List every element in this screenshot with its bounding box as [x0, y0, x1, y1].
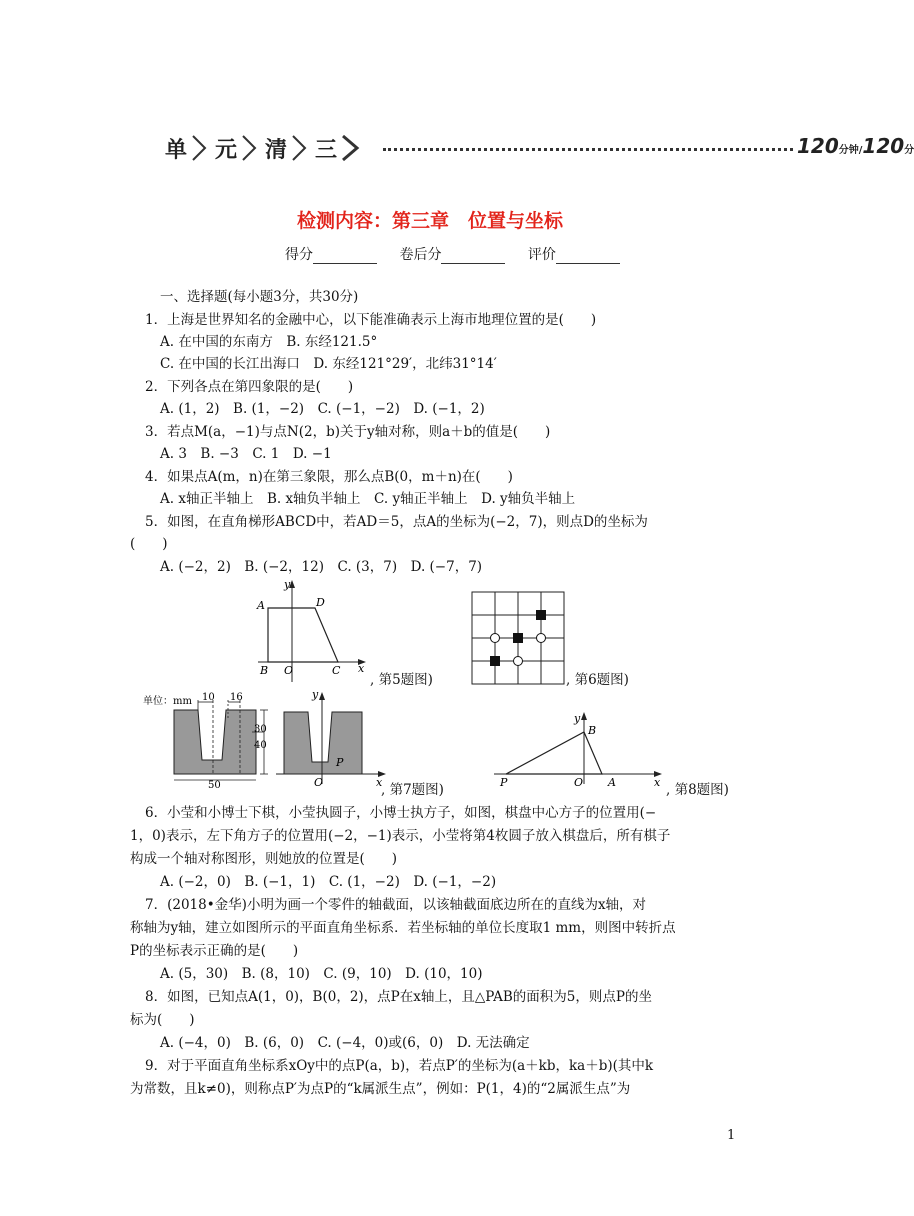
label-C: C — [332, 664, 341, 677]
paper-score-label: 卷后分 — [399, 247, 442, 263]
square-piece — [536, 610, 546, 620]
q4-options: A. x轴正半轴上 B. x轴负半轴上 C. y轴正半轴上 D. y轴负半轴上 — [160, 491, 576, 507]
question-6-cont-2: 构成一个轴对称图形，则她放的位置是( ) — [130, 851, 398, 867]
question-5: 5．如图，在直角梯形ABCD中，若AD＝5，点A的坐标为(−2，7)，则点D的坐标为 — [145, 514, 648, 530]
figure-6-caption: , 第6题图) — [566, 672, 629, 688]
banner-char-2: 元 — [215, 137, 238, 163]
question-9-cont: 为常数，且k≠0)，则称点P′为点P的“k属派生点”，例如：P(1，4)的“2属派生点”为 — [130, 1081, 631, 1097]
chevron-icon — [289, 134, 309, 162]
chevron-icon — [239, 134, 259, 162]
dotted-divider — [383, 148, 793, 151]
question-4: 4．如果点A(m，n)在第三象限，那么点B(0，m＋n)在( ) — [145, 469, 513, 485]
label-A: A — [257, 599, 265, 612]
label-P: P — [500, 776, 508, 789]
dim-40: 40 — [254, 740, 267, 751]
axis-x-label: x — [358, 662, 365, 675]
dim-50: 50 — [208, 780, 221, 791]
time-unit: 分钟/ — [838, 145, 863, 156]
unit-label: 单位：mm — [143, 696, 192, 707]
axis-y-label: y — [312, 688, 319, 701]
label-O: O — [314, 776, 324, 789]
label-B: B — [260, 664, 269, 677]
paper-score-blank[interactable] — [441, 249, 505, 264]
unit-banner — [165, 130, 914, 166]
q2-options: A. (1，2) B. (1，−2) C. (−1，−2) D. (−1，2) — [160, 401, 485, 417]
section-heading: 一、选择题(每小题3分，共30分) — [160, 289, 359, 305]
round-piece — [514, 657, 523, 666]
axis-y-label: y — [284, 578, 291, 591]
score-unit: 分 — [904, 145, 914, 156]
dim-10: 10 — [202, 692, 215, 703]
figure-6-chessboard — [470, 590, 566, 686]
figure-7-part-section — [140, 688, 390, 791]
label-A: A — [608, 776, 616, 789]
figure-7-caption: , 第7题图) — [381, 782, 444, 798]
chevron-icon — [189, 134, 209, 162]
square-piece — [513, 633, 523, 643]
label-O: O — [574, 776, 584, 789]
question-8-cont: 标为( ) — [130, 1012, 195, 1028]
question-2: 2．下列各点在第四象限的是( ) — [145, 379, 354, 395]
square-piece — [490, 656, 500, 666]
label-D: D — [316, 596, 325, 609]
question-6: 6．小莹和小博士下棋，小莹执圆子，小博士执方子，如图，棋盘中心方子的位置用(− — [145, 805, 657, 821]
question-5-cont: ( ) — [130, 536, 168, 552]
question-3: 3．若点M(a，−1)与点N(2，b)关于y轴对称，则a＋b的值是( ) — [145, 424, 551, 440]
label-O: O — [284, 664, 294, 677]
page-title: 检测内容：第三章 位置与坐标 — [296, 210, 563, 232]
axis-x-label: x — [654, 776, 661, 789]
question-7: 7．(2018•金华)小明为画一个零件的轴截面，以该轴截面底边所在的直线为x轴，对 — [145, 897, 647, 913]
question-9: 9．对于平面直角坐标系xOy中的点P(a，b)，若点P′的坐标为(a＋kb，ka＋b)(其中k — [145, 1058, 654, 1074]
label-B: B — [588, 724, 597, 737]
score-blank[interactable] — [313, 249, 377, 264]
question-1: 1．上海是世界知名的金融中心，以下能准确表示上海市地理位置的是( ) — [145, 312, 597, 328]
banner-char-3: 清 — [265, 137, 288, 163]
q6-options: A. (−2，0) B. (−1，1) C. (1，−2) D. (−1，−2) — [160, 874, 497, 890]
evaluation-label: 评价 — [527, 247, 556, 263]
question-6-cont-1: 1，0)表示，左下角方子的位置用(−2，−1)表示，小莹将第4枚圆子放入棋盘后，所有棋子 — [130, 828, 671, 844]
score-value: 120 — [862, 134, 905, 158]
time-value: 120 — [797, 134, 839, 158]
round-piece — [537, 634, 546, 643]
question-8: 8．如图，已知点A(1，0)，B(0，2)，点P在x轴上，且△PAB的面积为5，则点P的坐 — [145, 989, 652, 1005]
q1-options-cd: C. 在中国的长江出海口 D. 东经121°29′，北纬31°14′ — [160, 356, 497, 372]
figure-8-caption: , 第8题图) — [666, 782, 729, 798]
question-7-cont-2: P的坐标表示正确的是( ) — [130, 943, 299, 959]
dim-30: 30 — [254, 724, 267, 735]
score-line — [285, 244, 638, 264]
figure-8-triangle — [486, 710, 666, 788]
round-piece — [491, 634, 500, 643]
figure-5-caption: , 第5题图) — [370, 672, 433, 688]
chevron-icon — [339, 134, 363, 162]
score-label: 得分 — [285, 247, 313, 263]
axis-x-label: x — [376, 776, 383, 789]
q1-options-ab: A. 在中国的东南方 B. 东经121.5° — [160, 334, 378, 350]
q8-options: A. (−4，0) B. (6，0) C. (−4，0)或(6，0) D. 无法确定 — [160, 1035, 530, 1051]
q5-options: A. (−2，2) B. (−2，12) C. (3，7) D. (−7，7) — [160, 559, 483, 575]
dim-16: 16 — [230, 692, 243, 703]
evaluation-blank[interactable] — [556, 249, 620, 264]
figure-5-trapezoid — [250, 578, 370, 686]
q7-options: A. (5，30) B. (8，10) C. (9，10) D. (10，10) — [160, 966, 483, 982]
time-score-badge — [797, 134, 914, 158]
axis-y-label: y — [574, 712, 581, 725]
banner-char-1: 单 — [165, 137, 188, 163]
q3-options: A. 3 B. −3 C. 1 D. −1 — [160, 446, 332, 462]
page-number: 1 — [727, 1128, 736, 1143]
label-P: P — [336, 756, 344, 769]
question-7-cont-1: 称轴为y轴，建立如图所示的平面直角坐标系．若坐标轴的单位长度取1 mm，则图中转折点 — [130, 920, 676, 936]
banner-char-4: 三 — [315, 137, 338, 163]
